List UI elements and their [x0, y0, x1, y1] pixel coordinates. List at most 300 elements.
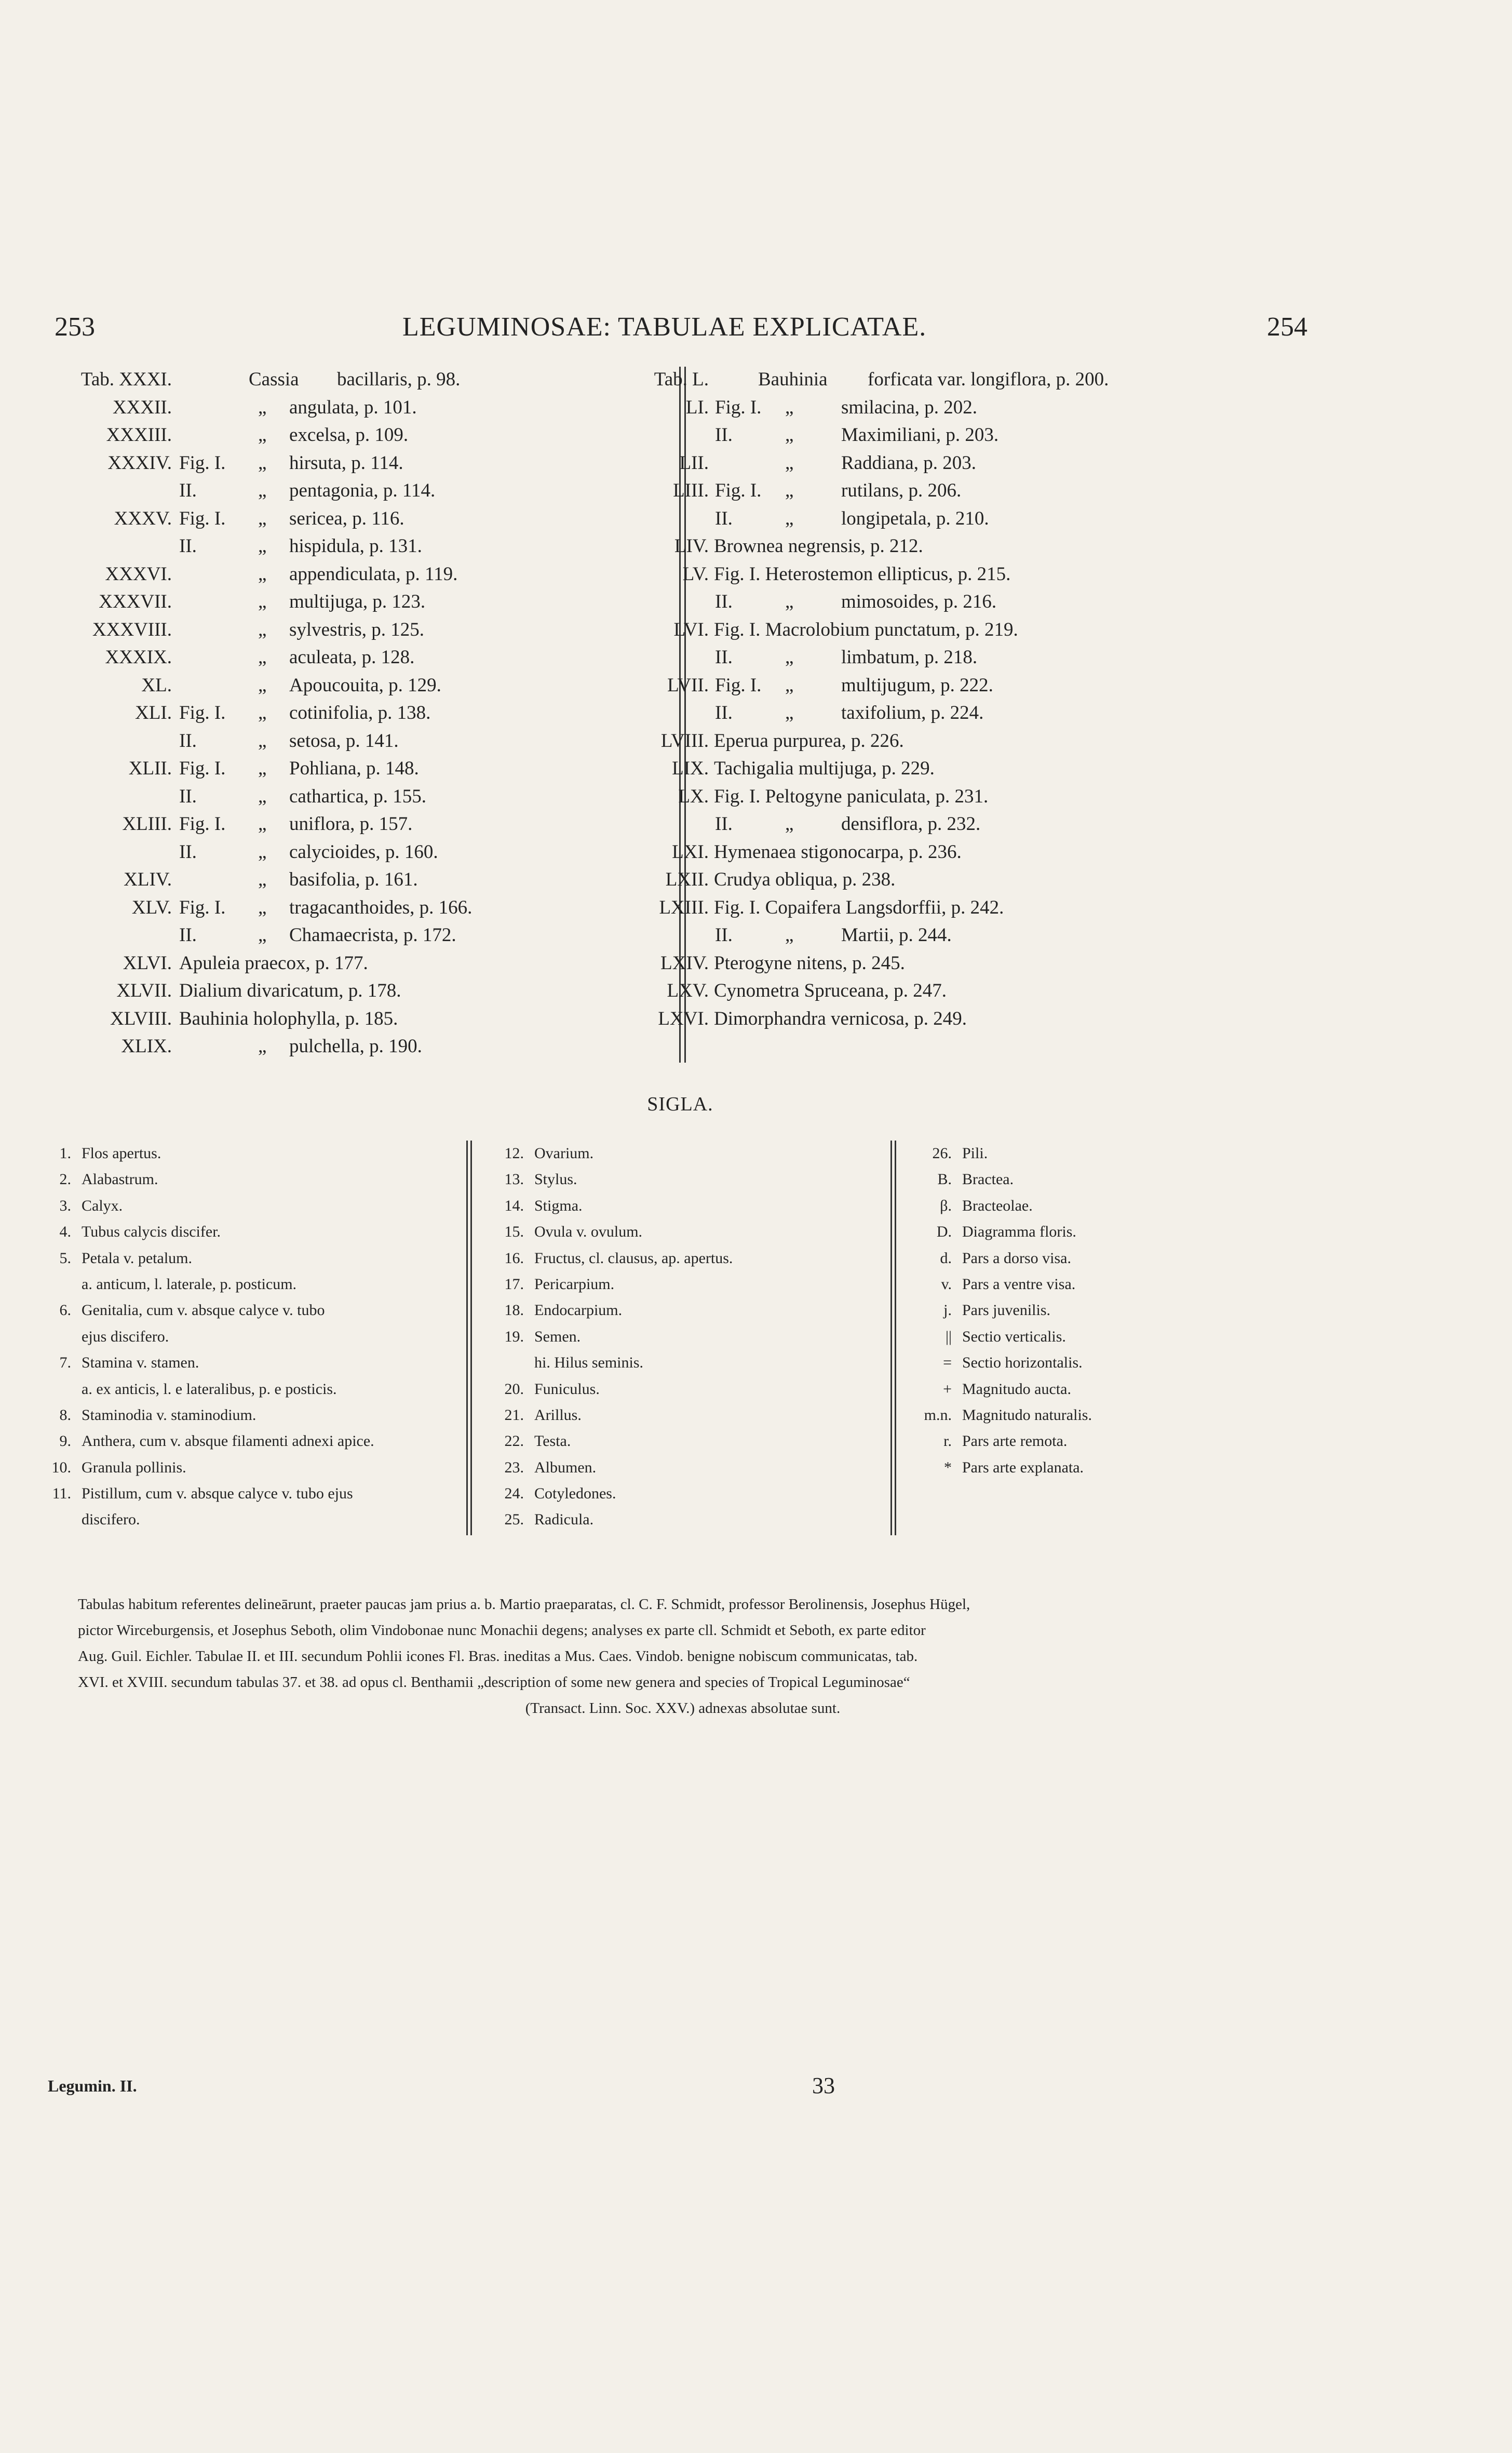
sigla-meaning: Semen.: [534, 1328, 581, 1345]
sigla-meaning: Anthera, cum v. absque filamenti adnexi apice.: [82, 1432, 374, 1450]
plate-entry: [616, 894, 1291, 922]
sigla-symbol: 21.: [504, 1406, 524, 1424]
plate-entry: [616, 672, 1291, 700]
plate-entry: [55, 894, 672, 922]
sigla-symbol: 18.: [504, 1302, 524, 1319]
plate-entry: [55, 866, 672, 894]
plate-number: LII.: [679, 452, 709, 474]
sigla-meaning: Pars arte explanata.: [962, 1458, 1084, 1476]
figure-number: II.: [715, 424, 733, 446]
page-title: LEGUMINOSAE: TABULAE EXPLICATAE.: [402, 312, 927, 342]
sigla-entry: [492, 1297, 892, 1323]
species-entry: Raddiana, p. 203.: [841, 452, 976, 474]
sigla-meaning: Pars juvenilis.: [962, 1302, 1050, 1319]
sigla-symbol: +: [943, 1380, 952, 1398]
sigla-meaning: Stylus.: [534, 1171, 577, 1188]
species-entry: Crudya obliqua, p. 238.: [714, 869, 896, 890]
sigla-meaning: discifero.: [82, 1511, 140, 1529]
species-entry: tragacanthoides, p. 166.: [289, 896, 473, 918]
sigla-meaning: Tubus calycis discifer.: [82, 1223, 221, 1241]
species-entry: hispidula, p. 131.: [289, 535, 422, 557]
sigla-symbol: =: [943, 1354, 952, 1372]
plate-number: XLVI.: [123, 952, 172, 974]
plate-entry: [55, 977, 672, 1005]
sigla-symbol: 25.: [504, 1511, 524, 1529]
sigla-symbol: 9.: [59, 1432, 71, 1450]
plate-entry: [616, 699, 1291, 727]
sigla-symbol: 3.: [59, 1197, 71, 1214]
species-entry: aculeata, p. 128.: [289, 647, 415, 668]
figure-number: II.: [179, 924, 197, 946]
sigla-meaning: Endocarpium.: [534, 1302, 623, 1319]
ditto-mark: „: [785, 507, 794, 529]
sigla-entry: [39, 1167, 470, 1192]
ditto-mark: „: [785, 591, 794, 612]
plate-entry: [55, 560, 672, 588]
sigla-meaning: Pars a ventre visa.: [962, 1275, 1076, 1293]
species-entry: pentagonia, p. 114.: [289, 480, 436, 501]
species-entry: Apuleia praecox, p. 177.: [179, 952, 368, 974]
plate-entry: [616, 921, 1291, 949]
plate-entry: [616, 949, 1291, 977]
species-entry: Pterogyne nitens, p. 245.: [714, 952, 905, 974]
ditto-mark: „: [258, 396, 267, 418]
sigla-entry: [39, 1376, 470, 1402]
plate-number: XLVIII.: [110, 1008, 172, 1029]
sigla-symbol: 12.: [504, 1145, 524, 1162]
plate-entry: [55, 505, 672, 533]
sigla-meaning: Stamina v. stamen.: [82, 1354, 199, 1372]
species-entry: longipetala, p. 210.: [841, 507, 989, 529]
species-entry: rutilans, p. 206.: [841, 480, 962, 501]
sigla-symbol: 20.: [504, 1380, 524, 1398]
sigla-entry: [906, 1428, 1218, 1454]
plate-number: LVII.: [667, 674, 709, 696]
ditto-mark: „: [258, 1036, 267, 1057]
sigla-meaning: Pistillum, cum v. absque calyce v. tubo ejus: [82, 1485, 353, 1503]
sigla-entry: [906, 1297, 1218, 1323]
plate-number: LV.: [682, 563, 709, 585]
credits-line: Tabulas habitum referentes delineārunt, praeter paucas jam prius a. b. Martio praeparatas, cl. C. F. Schmidt, professor Berolinensis, Josephus Hügel,: [78, 1596, 970, 1613]
ditto-mark: „: [258, 896, 267, 918]
plate-number: LXII.: [665, 869, 709, 890]
species-entry: Tachigalia multijuga, p. 229.: [714, 758, 935, 779]
species-entry: Martii, p. 244.: [841, 924, 952, 946]
sigla-symbol: 2.: [59, 1171, 71, 1188]
sigla-meaning: Pars a dorso visa.: [962, 1249, 1071, 1267]
species-entry: Fig. I. Macrolobium punctatum, p. 219.: [714, 619, 1018, 640]
sigla-entry: [39, 1481, 470, 1507]
species-entry: Brownea negrensis, p. 212.: [714, 535, 923, 557]
sigla-list-2: [492, 1141, 892, 1533]
figure-number: Fig. I.: [715, 396, 762, 418]
sigla-entry: [492, 1402, 892, 1428]
sigla-entry: [906, 1455, 1218, 1481]
sigla-meaning: hi. Hilus seminis.: [534, 1354, 644, 1372]
figure-number: Fig. I.: [179, 813, 226, 835]
sigla-entry: [906, 1271, 1218, 1297]
sigla-symbol: 17.: [504, 1275, 524, 1293]
sigla-meaning: Arillus.: [534, 1406, 582, 1424]
plate-entry: [55, 1005, 672, 1033]
species-entry: Apoucouita, p. 129.: [289, 674, 441, 696]
sigla-symbol: 13.: [504, 1171, 524, 1188]
sigla-entry: [39, 1219, 470, 1245]
ditto-mark: „: [785, 813, 794, 835]
figure-number: II.: [715, 924, 733, 946]
sigla-symbol: 19.: [504, 1328, 524, 1345]
ditto-mark: „: [258, 730, 267, 752]
sigla-meaning: Albumen.: [534, 1458, 597, 1476]
sigla-meaning: Pericarpium.: [534, 1275, 615, 1293]
ditto-mark: „: [258, 619, 267, 640]
ditto-mark: „: [258, 452, 267, 474]
plate-number: LIII.: [673, 480, 709, 501]
sigla-meaning: Fructus, cl. clausus, ap. apertus.: [534, 1249, 733, 1267]
sigla-meaning: ejus discifero.: [82, 1328, 169, 1345]
species-entry: uniflora, p. 157.: [289, 813, 413, 835]
credits-line: Aug. Guil. Eichler. Tabulae II. et III. secundum Pohlii icones Fl. Bras. ineditas a Mus. Caes. Vindob. benigne nobiscum communicatas, tab.: [78, 1648, 918, 1665]
sigla-symbol: ||: [945, 1328, 952, 1345]
species-entry: Dialium divaricatum, p. 178.: [179, 980, 401, 1001]
sigla-heading: SIGLA.: [647, 1093, 713, 1115]
ditto-mark: „: [258, 535, 267, 557]
figure-number: Fig. I.: [179, 758, 226, 779]
plate-number: LIV.: [674, 535, 709, 557]
page-number-left: 253: [55, 312, 95, 342]
credits-paragraph: [78, 1591, 1288, 1721]
figure-number: Fig. I.: [715, 480, 762, 501]
species-entry: hirsuta, p. 114.: [289, 452, 403, 474]
species-entry: taxifolium, p. 224.: [841, 702, 984, 723]
plate-number: XL.: [141, 674, 172, 696]
ditto-mark: „: [258, 647, 267, 668]
sigla-meaning: Cotyledones.: [534, 1485, 616, 1503]
sigla-symbol: 16.: [504, 1249, 524, 1267]
ditto-mark: „: [785, 396, 794, 418]
sigla-symbol: d.: [940, 1249, 952, 1267]
plate-entry: [55, 421, 672, 449]
figure-number: II.: [179, 480, 197, 501]
species-entry: limbatum, p. 218.: [841, 647, 978, 668]
figure-number: II.: [179, 535, 197, 557]
plate-number: XXXV.: [114, 507, 172, 529]
credits-line: (Transact. Linn. Soc. XXV.) adnexas absolutae sunt.: [525, 1700, 841, 1717]
plate-entry: [616, 810, 1291, 838]
sigla-symbol: B.: [937, 1171, 952, 1188]
plate-entry: [616, 838, 1291, 866]
sigla-symbol: m.n.: [924, 1406, 952, 1424]
plate-number: XLVII.: [116, 980, 172, 1001]
plate-entry: [616, 449, 1291, 477]
ditto-mark: „: [785, 674, 794, 696]
sigla-symbol: β.: [940, 1197, 952, 1214]
species-entry: Chamaecrista, p. 172.: [289, 924, 456, 946]
plate-entry: [55, 477, 672, 505]
sigla-entry: [906, 1245, 1218, 1271]
plate-number: XLII.: [128, 758, 172, 779]
sigla-entry: [906, 1376, 1218, 1402]
species-entry: Dimorphandra vernicosa, p. 249.: [714, 1008, 967, 1029]
plate-entry: [55, 394, 672, 422]
ditto-mark: „: [258, 563, 267, 585]
plate-entry: [55, 949, 672, 977]
plate-entry: [55, 532, 672, 560]
species-entry: Bauhinia holophylla, p. 185.: [179, 1008, 398, 1029]
plate-index-left: [55, 366, 672, 1061]
sigla-meaning: Sectio horizontalis.: [962, 1354, 1083, 1372]
plate-number: LIX.: [672, 758, 709, 779]
species-entry: setosa, p. 141.: [289, 730, 399, 752]
sigla-symbol: 5.: [59, 1249, 71, 1267]
plate-number: XLI.: [135, 702, 172, 723]
plate-entry: [55, 588, 672, 616]
sigla-entry: [39, 1324, 470, 1350]
species-entry: Fig. I. Peltogyne paniculata, p. 231.: [714, 785, 989, 807]
plate-entry: [55, 838, 672, 866]
sigla-meaning: a. anticum, l. laterale, p. posticum.: [82, 1275, 297, 1293]
plate-number: XXXII.: [112, 396, 172, 418]
sigla-symbol: D.: [936, 1223, 952, 1241]
sigla-symbol: 15.: [504, 1223, 524, 1241]
sigla-entry: [906, 1193, 1218, 1219]
sigla-entry: [492, 1141, 892, 1167]
sigla-meaning: Flos apertus.: [82, 1145, 161, 1162]
sigla-symbol: 14.: [504, 1197, 524, 1214]
sigla-symbol: r.: [943, 1432, 952, 1450]
plate-entry: [55, 1033, 672, 1061]
plate-entry: [616, 366, 1291, 394]
sigla-symbol: 8.: [59, 1406, 71, 1424]
plate-number: LI.: [685, 396, 709, 418]
sigla-symbol: 1.: [59, 1145, 71, 1162]
sigla-entry: [39, 1455, 470, 1481]
ditto-mark: „: [785, 452, 794, 474]
species-entry: Eperua purpurea, p. 226.: [714, 730, 904, 752]
sigla-meaning: Radicula.: [534, 1511, 594, 1529]
plate-number: LXV.: [667, 980, 709, 1001]
plate-entry: [55, 672, 672, 700]
plate-entry: [55, 783, 672, 811]
plate-entry: [55, 616, 672, 644]
plate-number: XXXIII.: [106, 424, 172, 446]
sigla-entry: [39, 1350, 470, 1376]
ditto-mark: „: [785, 424, 794, 446]
sigla-entry: [492, 1376, 892, 1402]
sigla-meaning: Magnitudo aucta.: [962, 1380, 1071, 1398]
species-entry: excelsa, p. 109.: [289, 424, 409, 446]
ditto-mark: „: [258, 424, 267, 446]
plate-entry: [616, 866, 1291, 894]
ditto-mark: „: [258, 813, 267, 835]
footer-page-number: 33: [812, 2073, 835, 2098]
plate-index-right: [616, 366, 1291, 1033]
species-entry: forficata var. longiflora, p. 200.: [868, 369, 1109, 390]
sigla-meaning: Testa.: [534, 1432, 571, 1450]
species-entry: multijugum, p. 222.: [841, 674, 993, 696]
ditto-mark: „: [258, 591, 267, 612]
sigla-entry: [492, 1193, 892, 1219]
plate-number: XLV.: [131, 896, 172, 918]
figure-number: II.: [715, 702, 733, 723]
sigla-list-1: [39, 1141, 470, 1533]
plate-entry: [616, 560, 1291, 588]
species-entry: Pohliana, p. 148.: [289, 758, 419, 779]
sigla-symbol: 24.: [504, 1485, 524, 1503]
sigla-entry: [39, 1507, 470, 1533]
sigla-entry: [906, 1324, 1218, 1350]
sigla-meaning: Magnitudo naturalis.: [962, 1406, 1092, 1424]
figure-number: Fig. I.: [179, 702, 226, 723]
credits-line: XVI. et XVIII. secundum tabulas 37. et 38. ad opus cl. Benthamii „description of some new genera and species of Tropical Leguminosae“: [78, 1674, 910, 1691]
sigla-divider: [466, 1141, 468, 1535]
sigla-entry: [906, 1350, 1218, 1376]
species-entry: mimosoides, p. 216.: [841, 591, 997, 612]
page-number-right: 254: [1267, 312, 1307, 342]
sigla-divider: [470, 1141, 472, 1535]
sigla-entry: [492, 1428, 892, 1454]
plate-number: LXIV.: [660, 952, 709, 974]
sigla-meaning: Pars arte remota.: [962, 1432, 1068, 1450]
plate-entry: [616, 588, 1291, 616]
sigla-list-3: [906, 1141, 1218, 1481]
genus-name: Bauhinia: [758, 369, 828, 390]
species-entry: pulchella, p. 190.: [289, 1036, 422, 1057]
plate-entry: [616, 616, 1291, 644]
species-entry: appendiculata, p. 119.: [289, 563, 458, 585]
ditto-mark: „: [258, 507, 267, 529]
plate-entry: [55, 727, 672, 755]
plate-entry: [616, 394, 1291, 422]
figure-number: II.: [179, 730, 197, 752]
ditto-mark: „: [258, 924, 267, 946]
plate-number: XLIV.: [124, 869, 172, 890]
sigla-meaning: Granula pollinis.: [82, 1458, 186, 1476]
sigla-entry: [492, 1481, 892, 1507]
sigla-symbol: 10.: [51, 1458, 71, 1476]
sigla-entry: [906, 1141, 1218, 1167]
sigla-symbol: v.: [941, 1275, 952, 1293]
plate-entry: [55, 755, 672, 783]
ditto-mark: „: [785, 480, 794, 501]
plate-entry: [616, 727, 1291, 755]
species-entry: calycioides, p. 160.: [289, 841, 438, 863]
sigla-entry: [906, 1219, 1218, 1245]
plate-entry: [55, 644, 672, 672]
sigla-symbol: 23.: [504, 1458, 524, 1476]
figure-number: Fig. I.: [179, 896, 226, 918]
ditto-mark: „: [785, 702, 794, 723]
plate-number: LXVI.: [658, 1008, 709, 1029]
plate-entry: [55, 699, 672, 727]
species-entry: smilacina, p. 202.: [841, 396, 978, 418]
sigla-meaning: a. ex anticis, l. e lateralibus, p. e posticis.: [82, 1380, 337, 1398]
sigla-entry: [39, 1402, 470, 1428]
plate-number: XXXIV.: [107, 452, 172, 474]
ditto-mark: „: [258, 674, 267, 696]
sigla-meaning: Ovula v. ovulum.: [534, 1223, 643, 1241]
sigla-meaning: Genitalia, cum v. absque calyce v. tubo: [82, 1302, 325, 1319]
species-entry: Fig. I. Copaifera Langsdorffii, p. 242.: [714, 896, 1004, 918]
plate-number: LVI.: [673, 619, 709, 640]
sigla-symbol: j.: [943, 1302, 952, 1319]
plate-entry: [616, 1005, 1291, 1033]
sigla-symbol: 7.: [59, 1354, 71, 1372]
species-entry: multijuga, p. 123.: [289, 591, 426, 612]
species-entry: Cynometra Spruceana, p. 247.: [714, 980, 947, 1001]
plate-number: LXIII.: [659, 896, 709, 918]
genus-name: Cassia: [249, 369, 299, 390]
sigla-entry: [39, 1428, 470, 1454]
sigla-meaning: Bracteolae.: [962, 1197, 1033, 1214]
sigla-entry: [906, 1402, 1218, 1428]
plate-entry: [616, 532, 1291, 560]
figure-number: Fig. I.: [179, 507, 226, 529]
plate-entry: [616, 644, 1291, 672]
species-entry: sericea, p. 116.: [289, 507, 404, 529]
plate-number: XLIII.: [122, 813, 172, 835]
plate-number: XLIX.: [121, 1036, 172, 1057]
species-entry: densiflora, p. 232.: [841, 813, 981, 835]
figure-number: II.: [179, 841, 197, 863]
sigla-entry: [906, 1167, 1218, 1192]
plate-number: XXXVIII.: [92, 619, 172, 640]
footer-signature: Legumin. II.: [48, 2076, 137, 2095]
ditto-mark: „: [258, 702, 267, 723]
sigla-entry: [492, 1350, 892, 1376]
sigla-symbol: *: [944, 1458, 952, 1476]
species-entry: sylvestris, p. 125.: [289, 619, 425, 640]
sigla-entry: [39, 1271, 470, 1297]
plate-number: XXXIX.: [105, 647, 172, 668]
species-entry: Fig. I. Heterostemon ellipticus, p. 215.: [714, 563, 1011, 585]
sigla-meaning: Calyx.: [82, 1197, 123, 1214]
ditto-mark: „: [258, 841, 267, 863]
ditto-mark: „: [258, 785, 267, 807]
plate-entry: [616, 755, 1291, 783]
figure-number: II.: [715, 647, 733, 668]
figure-number: II.: [179, 785, 197, 807]
sigla-entry: [492, 1219, 892, 1245]
ditto-mark: „: [258, 758, 267, 779]
species-entry: bacillaris, p. 98.: [337, 369, 461, 390]
plate-entry: [55, 921, 672, 949]
figure-number: Fig. I.: [179, 452, 226, 474]
sigla-meaning: Stigma.: [534, 1197, 583, 1214]
sigla-meaning: Staminodia v. staminodium.: [82, 1406, 256, 1424]
sigla-meaning: Sectio verticalis.: [962, 1328, 1066, 1345]
plate-number: XXXVI.: [105, 563, 172, 585]
plate-number: Tab. XXXI.: [80, 369, 172, 390]
plate-entry: [616, 977, 1291, 1005]
sigla-entry: [492, 1324, 892, 1350]
plate-entry: [616, 783, 1291, 811]
plate-number: LXI.: [672, 841, 709, 863]
plate-entry: [616, 421, 1291, 449]
species-entry: Hymenaea stigonocarpa, p. 236.: [714, 841, 962, 863]
plate-entry: [616, 505, 1291, 533]
plate-entry: [55, 449, 672, 477]
sigla-symbol: 4.: [59, 1223, 71, 1241]
species-entry: angulata, p. 101.: [289, 396, 417, 418]
sigla-entry: [492, 1167, 892, 1192]
figure-number: II.: [715, 813, 733, 835]
plate-entry: [55, 366, 672, 394]
sigla-meaning: Petala v. petalum.: [82, 1249, 192, 1267]
plate-entry: [616, 477, 1291, 505]
sigla-entry: [492, 1455, 892, 1481]
species-entry: Maximiliani, p. 203.: [841, 424, 999, 446]
